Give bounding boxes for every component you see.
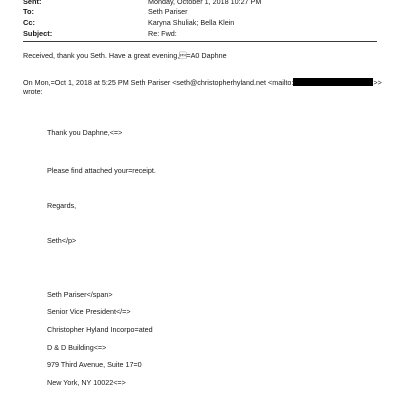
reply-text: Received, thank you Seth. Have a great evening,=A0 Daphne	[23, 51, 227, 60]
signature-address: 979 Third Avenue, Suite 17=0	[47, 360, 142, 369]
signature-title: Senior Vice President</=>	[47, 307, 131, 316]
quote-attribution	[23, 78, 382, 86]
body-thanks: Thank you Daphne,<=>	[47, 128, 123, 137]
header-row-sent	[23, 0, 393, 7]
signature-building: D & D Building<=>	[47, 343, 107, 352]
to-label: To:	[23, 7, 34, 16]
quote-attribution-suffix: >>	[373, 78, 382, 87]
signature-company: Christopher Hyland Incorpo=ated	[47, 325, 153, 334]
body-regards: Regards,	[47, 201, 77, 210]
signature-name: Seth Pariser</span>	[47, 290, 113, 299]
subject-value: Re: Fwd:	[148, 29, 177, 38]
to-value: Seth Pariser	[148, 7, 188, 16]
cc-label: Cc:	[23, 18, 35, 27]
subject-label: Subject:	[23, 29, 53, 38]
header-divider	[23, 41, 377, 42]
cc-value: Karyna Shuliak; Bella Klein	[148, 18, 235, 27]
header-row-to	[23, 8, 393, 17]
header-row-subject	[23, 30, 393, 39]
signature-city: New York, NY 10022<=>	[47, 378, 126, 387]
body-receipt: Please find attached your=receipt.	[47, 166, 156, 175]
sent-label: Sent:	[23, 0, 42, 6]
sent-value: Monday, October 1, 2018 10:27 PM	[148, 0, 262, 6]
quote-wrote: wrote:	[23, 87, 43, 96]
redaction-block	[293, 78, 373, 86]
header-row-cc	[23, 19, 393, 28]
body-name: Seth</p>	[47, 236, 77, 245]
quote-attribution-prefix: On Mon,=Oct 1, 2018 at 5:25 PM Seth Pariser <seth@christopherhyland.net <mailto:	[23, 78, 294, 87]
